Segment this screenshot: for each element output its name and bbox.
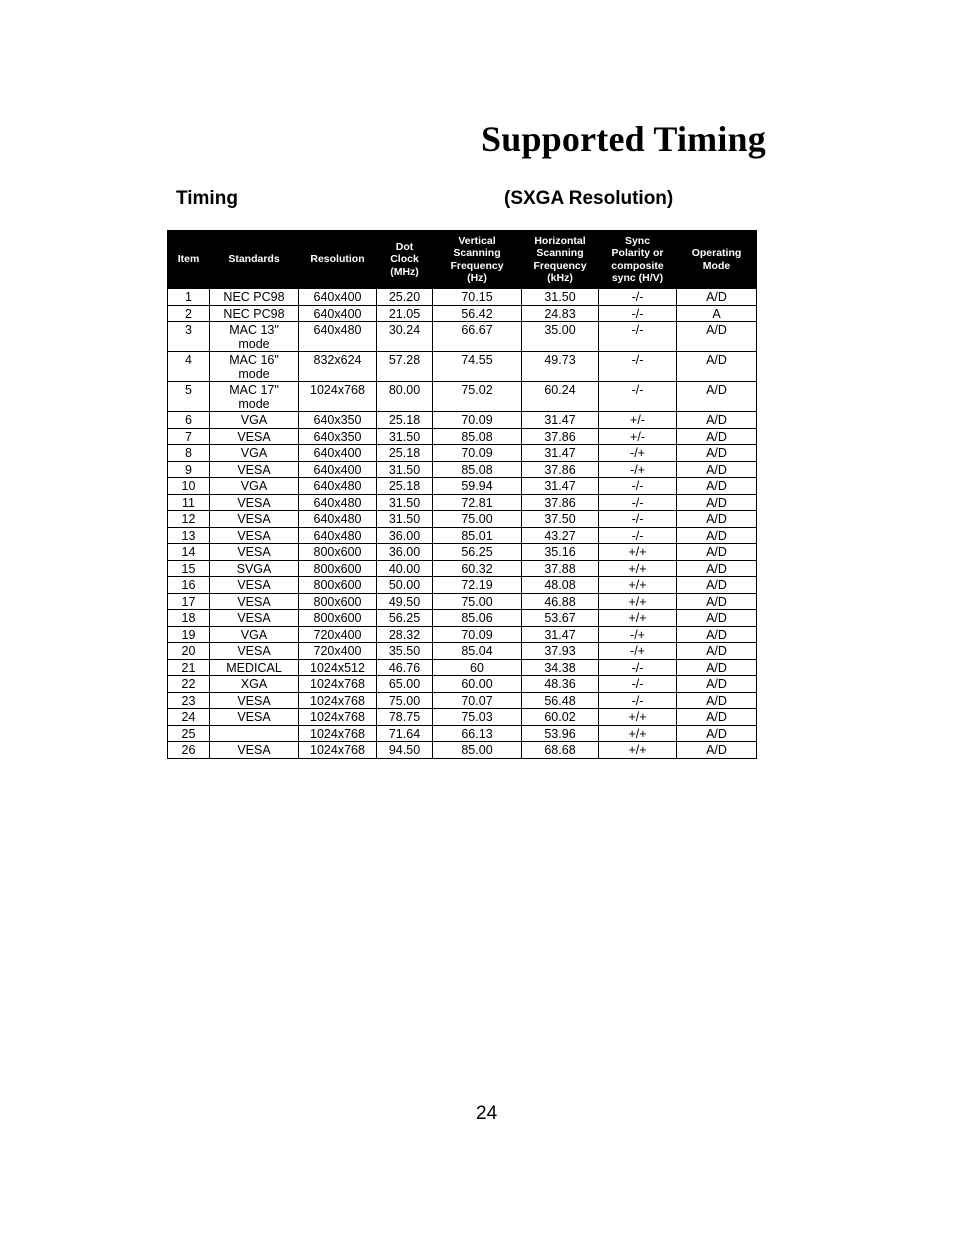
cell-standards: VESA: [210, 643, 299, 660]
cell-resolution: 640x350: [299, 428, 377, 445]
cell-vertical-frequency: 66.67: [433, 322, 522, 352]
cell-operating-mode: A/D: [677, 382, 757, 412]
cell-operating-mode: A/D: [677, 494, 757, 511]
cell-dot-clock: 31.50: [377, 511, 433, 528]
cell-resolution: 800x600: [299, 593, 377, 610]
table-row: [168, 428, 757, 445]
cell-item: 26: [168, 742, 210, 759]
cell-horizontal-frequency: 31.47: [522, 412, 599, 429]
column-header-line: Operating: [691, 247, 742, 259]
cell-item: 8: [168, 445, 210, 462]
cell-horizontal-frequency: 37.86: [522, 428, 599, 445]
cell-standards: VESA: [210, 610, 299, 627]
cell-horizontal-frequency: 31.47: [522, 626, 599, 643]
cell-operating-mode: A/D: [677, 560, 757, 577]
column-header-sync-polarity: [599, 231, 677, 289]
cell-sync-polarity: +/+: [599, 709, 677, 726]
cell-item: 7: [168, 428, 210, 445]
column-header-line: Frequency: [450, 259, 504, 272]
cell-vertical-frequency: 72.81: [433, 494, 522, 511]
table-row: [168, 659, 757, 676]
cell-sync-polarity: -/-: [599, 322, 677, 352]
cell-standards: VESA: [210, 527, 299, 544]
cell-horizontal-frequency: 37.86: [522, 461, 599, 478]
cell-standards: MEDICAL: [210, 659, 299, 676]
cell-standards: VESA: [210, 577, 299, 594]
cell-item: 10: [168, 478, 210, 495]
cell-horizontal-frequency: 37.93: [522, 643, 599, 660]
cell-item: 6: [168, 412, 210, 429]
cell-standards: NEC PC98: [210, 305, 299, 322]
cell-vertical-frequency: 70.09: [433, 626, 522, 643]
column-header-line: Item: [177, 253, 200, 266]
cell-item: 2: [168, 305, 210, 322]
column-header-horizontal-frequency: [522, 231, 599, 289]
cell-sync-polarity: +/+: [599, 742, 677, 759]
cell-sync-polarity: -/-: [599, 692, 677, 709]
cell-sync-polarity: -/-: [599, 511, 677, 528]
cell-resolution: 640x400: [299, 305, 377, 322]
table-row: [168, 544, 757, 561]
cell-horizontal-frequency: 60.02: [522, 709, 599, 726]
column-header-vertical-frequency: [433, 231, 522, 289]
cell-resolution: 1024x768: [299, 676, 377, 693]
column-header-item: [168, 231, 210, 289]
cell-resolution: 640x350: [299, 412, 377, 429]
cell-standards: [210, 725, 299, 742]
cell-resolution: 1024x768: [299, 382, 377, 412]
cell-dot-clock: 49.50: [377, 593, 433, 610]
cell-dot-clock: 25.18: [377, 478, 433, 495]
cell-operating-mode: A/D: [677, 478, 757, 495]
column-header-line: Vertical: [458, 234, 496, 247]
column-header-standards: [210, 231, 299, 289]
column-header-resolution: [299, 231, 377, 289]
cell-dot-clock: 36.00: [377, 527, 433, 544]
table-row: [168, 461, 757, 478]
column-header-line: composite: [611, 259, 664, 272]
cell-standards: VESA: [210, 461, 299, 478]
table-body: [168, 289, 757, 759]
cell-resolution: 800x600: [299, 560, 377, 577]
column-header-line: Horizontal: [534, 234, 586, 247]
cell-horizontal-frequency: 49.73: [522, 352, 599, 382]
cell-dot-clock: 25.18: [377, 445, 433, 462]
column-header-line: Sync: [624, 234, 651, 247]
column-header-line: Resolution: [310, 253, 365, 266]
cell-resolution: 1024x768: [299, 692, 377, 709]
cell-standards: VGA: [210, 412, 299, 429]
cell-vertical-frequency: 56.42: [433, 305, 522, 322]
table-row: [168, 676, 757, 693]
cell-horizontal-frequency: 35.00: [522, 322, 599, 352]
column-header-line: Dot: [395, 240, 414, 253]
cell-dot-clock: 56.25: [377, 610, 433, 627]
cell-dot-clock: 35.50: [377, 643, 433, 660]
cell-operating-mode: A/D: [677, 544, 757, 561]
cell-operating-mode: A/D: [677, 676, 757, 693]
cell-operating-mode: A/D: [677, 511, 757, 528]
cell-sync-polarity: -/+: [599, 626, 677, 643]
cell-resolution: 1024x768: [299, 742, 377, 759]
column-header-line: sync (H/V): [611, 272, 664, 284]
cell-item: 21: [168, 659, 210, 676]
cell-item: 25: [168, 725, 210, 742]
cell-standards: VESA: [210, 742, 299, 759]
cell-horizontal-frequency: 35.16: [522, 544, 599, 561]
cell-vertical-frequency: 85.08: [433, 461, 522, 478]
page-number: 24: [476, 1103, 498, 1124]
cell-item: 14: [168, 544, 210, 561]
cell-horizontal-frequency: 31.50: [522, 289, 599, 306]
cell-operating-mode: A/D: [677, 289, 757, 306]
cell-operating-mode: A/D: [677, 725, 757, 742]
table-row: [168, 322, 757, 352]
table-row: [168, 511, 757, 528]
resolution-label: (SXGA Resolution): [504, 188, 674, 209]
cell-standards: MAC 13" mode: [210, 322, 299, 352]
cell-dot-clock: 31.50: [377, 461, 433, 478]
cell-resolution: 800x600: [299, 544, 377, 561]
cell-operating-mode: A/D: [677, 527, 757, 544]
cell-sync-polarity: -/+: [599, 643, 677, 660]
cell-sync-polarity: -/-: [599, 305, 677, 322]
cell-horizontal-frequency: 48.08: [522, 577, 599, 594]
cell-vertical-frequency: 60.00: [433, 676, 522, 693]
column-header-dot-clock: [377, 231, 433, 289]
cell-sync-polarity: +/+: [599, 610, 677, 627]
page-title: Supported Timing: [481, 119, 766, 159]
column-header-line: Scanning: [453, 247, 501, 259]
column-header-line: Mode: [702, 259, 731, 272]
cell-standards: VESA: [210, 494, 299, 511]
column-header-line: Polarity or: [611, 247, 664, 259]
cell-sync-polarity: -/-: [599, 478, 677, 495]
cell-sync-polarity: -/-: [599, 382, 677, 412]
cell-vertical-frequency: 85.08: [433, 428, 522, 445]
cell-sync-polarity: -/-: [599, 659, 677, 676]
table-row: [168, 494, 757, 511]
cell-vertical-frequency: 75.02: [433, 382, 522, 412]
cell-horizontal-frequency: 37.50: [522, 511, 599, 528]
cell-item: 22: [168, 676, 210, 693]
table-row: [168, 593, 757, 610]
cell-sync-polarity: -/+: [599, 445, 677, 462]
cell-vertical-frequency: 70.07: [433, 692, 522, 709]
table-header-row: [168, 231, 757, 289]
cell-resolution: 640x480: [299, 511, 377, 528]
cell-dot-clock: 21.05: [377, 305, 433, 322]
cell-resolution: 640x480: [299, 527, 377, 544]
cell-operating-mode: A/D: [677, 577, 757, 594]
cell-resolution: 720x400: [299, 643, 377, 660]
cell-horizontal-frequency: 56.48: [522, 692, 599, 709]
cell-item: 12: [168, 511, 210, 528]
timing-table: [167, 230, 757, 759]
section-label: Timing: [176, 188, 238, 209]
table-row: [168, 412, 757, 429]
cell-resolution: 640x400: [299, 289, 377, 306]
cell-standards: VESA: [210, 692, 299, 709]
cell-resolution: 640x480: [299, 494, 377, 511]
cell-vertical-frequency: 85.06: [433, 610, 522, 627]
cell-operating-mode: A/D: [677, 322, 757, 352]
cell-vertical-frequency: 74.55: [433, 352, 522, 382]
cell-horizontal-frequency: 48.36: [522, 676, 599, 693]
cell-operating-mode: A/D: [677, 692, 757, 709]
cell-standards: VESA: [210, 544, 299, 561]
cell-item: 23: [168, 692, 210, 709]
cell-resolution: 640x480: [299, 478, 377, 495]
cell-sync-polarity: +/+: [599, 725, 677, 742]
table-row: [168, 352, 757, 382]
cell-horizontal-frequency: 53.67: [522, 610, 599, 627]
cell-resolution: 1024x768: [299, 725, 377, 742]
cell-standards: MAC 16" mode: [210, 352, 299, 382]
cell-horizontal-frequency: 46.88: [522, 593, 599, 610]
cell-resolution: 640x480: [299, 322, 377, 352]
cell-dot-clock: 75.00: [377, 692, 433, 709]
cell-vertical-frequency: 59.94: [433, 478, 522, 495]
column-header-line: (Hz): [467, 272, 487, 284]
cell-resolution: 640x400: [299, 445, 377, 462]
cell-sync-polarity: -/-: [599, 494, 677, 511]
cell-dot-clock: 31.50: [377, 494, 433, 511]
table-row: [168, 577, 757, 594]
cell-dot-clock: 28.32: [377, 626, 433, 643]
cell-standards: VESA: [210, 428, 299, 445]
cell-vertical-frequency: 70.09: [433, 445, 522, 462]
cell-operating-mode: A/D: [677, 626, 757, 643]
cell-item: 19: [168, 626, 210, 643]
cell-vertical-frequency: 60: [433, 659, 522, 676]
cell-sync-polarity: +/+: [599, 593, 677, 610]
cell-dot-clock: 94.50: [377, 742, 433, 759]
cell-horizontal-frequency: 37.88: [522, 560, 599, 577]
cell-horizontal-frequency: 68.68: [522, 742, 599, 759]
cell-standards: XGA: [210, 676, 299, 693]
cell-standards: VGA: [210, 445, 299, 462]
cell-standards: SVGA: [210, 560, 299, 577]
cell-vertical-frequency: 70.09: [433, 412, 522, 429]
table-row: [168, 725, 757, 742]
cell-dot-clock: 25.18: [377, 412, 433, 429]
cell-operating-mode: A/D: [677, 709, 757, 726]
cell-dot-clock: 31.50: [377, 428, 433, 445]
cell-vertical-frequency: 60.32: [433, 560, 522, 577]
cell-vertical-frequency: 75.03: [433, 709, 522, 726]
cell-item: 24: [168, 709, 210, 726]
cell-standards: NEC PC98: [210, 289, 299, 306]
column-header-operating-mode: [677, 231, 757, 289]
cell-resolution: 800x600: [299, 577, 377, 594]
cell-dot-clock: 78.75: [377, 709, 433, 726]
table-row: [168, 289, 757, 306]
cell-vertical-frequency: 75.00: [433, 593, 522, 610]
cell-item: 11: [168, 494, 210, 511]
table-row: [168, 445, 757, 462]
cell-vertical-frequency: 85.04: [433, 643, 522, 660]
cell-item: 18: [168, 610, 210, 627]
cell-operating-mode: A/D: [677, 428, 757, 445]
cell-operating-mode: A/D: [677, 352, 757, 382]
table-row: [168, 709, 757, 726]
cell-operating-mode: A/D: [677, 461, 757, 478]
cell-standards: VESA: [210, 511, 299, 528]
table-row: [168, 742, 757, 759]
table-row: [168, 560, 757, 577]
cell-resolution: 832x624: [299, 352, 377, 382]
cell-item: 15: [168, 560, 210, 577]
cell-operating-mode: A/D: [677, 659, 757, 676]
cell-item: 4: [168, 352, 210, 382]
cell-horizontal-frequency: 60.24: [522, 382, 599, 412]
cell-item: 20: [168, 643, 210, 660]
cell-standards: VESA: [210, 709, 299, 726]
cell-sync-polarity: -/+: [599, 461, 677, 478]
cell-vertical-frequency: 72.19: [433, 577, 522, 594]
cell-sync-polarity: +/+: [599, 577, 677, 594]
cell-resolution: 1024x768: [299, 709, 377, 726]
column-header-line: Standards: [228, 253, 280, 266]
cell-horizontal-frequency: 37.86: [522, 494, 599, 511]
cell-horizontal-frequency: 24.83: [522, 305, 599, 322]
cell-operating-mode: A/D: [677, 643, 757, 660]
cell-resolution: 640x400: [299, 461, 377, 478]
table-row: [168, 527, 757, 544]
cell-vertical-frequency: 56.25: [433, 544, 522, 561]
cell-vertical-frequency: 70.15: [433, 289, 522, 306]
table-row: [168, 382, 757, 412]
cell-item: 17: [168, 593, 210, 610]
cell-standards: VESA: [210, 593, 299, 610]
cell-operating-mode: A/D: [677, 593, 757, 610]
cell-horizontal-frequency: 43.27: [522, 527, 599, 544]
cell-dot-clock: 80.00: [377, 382, 433, 412]
cell-item: 16: [168, 577, 210, 594]
cell-vertical-frequency: 85.00: [433, 742, 522, 759]
cell-sync-polarity: -/-: [599, 352, 677, 382]
cell-operating-mode: A: [677, 305, 757, 322]
table-row: [168, 305, 757, 322]
cell-dot-clock: 50.00: [377, 577, 433, 594]
cell-item: 9: [168, 461, 210, 478]
cell-standards: VGA: [210, 478, 299, 495]
cell-standards: VGA: [210, 626, 299, 643]
cell-operating-mode: A/D: [677, 610, 757, 627]
table-row: [168, 610, 757, 627]
cell-sync-polarity: -/-: [599, 527, 677, 544]
cell-operating-mode: A/D: [677, 742, 757, 759]
cell-operating-mode: A/D: [677, 412, 757, 429]
cell-operating-mode: A/D: [677, 445, 757, 462]
cell-dot-clock: 65.00: [377, 676, 433, 693]
cell-sync-polarity: +/-: [599, 428, 677, 445]
cell-resolution: 800x600: [299, 610, 377, 627]
cell-dot-clock: 36.00: [377, 544, 433, 561]
cell-dot-clock: 25.20: [377, 289, 433, 306]
table-row: [168, 626, 757, 643]
cell-horizontal-frequency: 31.47: [522, 478, 599, 495]
cell-sync-polarity: +/+: [599, 544, 677, 561]
cell-item: 5: [168, 382, 210, 412]
cell-resolution: 720x400: [299, 626, 377, 643]
table-row: [168, 692, 757, 709]
cell-dot-clock: 46.76: [377, 659, 433, 676]
cell-horizontal-frequency: 34.38: [522, 659, 599, 676]
cell-standards: MAC 17" mode: [210, 382, 299, 412]
cell-horizontal-frequency: 53.96: [522, 725, 599, 742]
cell-sync-polarity: -/-: [599, 676, 677, 693]
table-row: [168, 643, 757, 660]
cell-sync-polarity: +/+: [599, 560, 677, 577]
cell-dot-clock: 40.00: [377, 560, 433, 577]
cell-dot-clock: 57.28: [377, 352, 433, 382]
cell-item: 1: [168, 289, 210, 306]
column-header-line: Frequency: [533, 259, 587, 272]
cell-item: 13: [168, 527, 210, 544]
column-header-line: Clock: [390, 253, 419, 266]
cell-item: 3: [168, 322, 210, 352]
cell-resolution: 1024x512: [299, 659, 377, 676]
cell-dot-clock: 30.24: [377, 322, 433, 352]
cell-vertical-frequency: 66.13: [433, 725, 522, 742]
cell-vertical-frequency: 85.01: [433, 527, 522, 544]
cell-sync-polarity: +/-: [599, 412, 677, 429]
column-header-line: Scanning: [536, 247, 584, 259]
column-header-line: (MHz): [390, 265, 419, 278]
table-row: [168, 478, 757, 495]
cell-vertical-frequency: 75.00: [433, 511, 522, 528]
cell-horizontal-frequency: 31.47: [522, 445, 599, 462]
cell-dot-clock: 71.64: [377, 725, 433, 742]
cell-sync-polarity: -/-: [599, 289, 677, 306]
column-header-line: (kHz): [547, 272, 573, 284]
